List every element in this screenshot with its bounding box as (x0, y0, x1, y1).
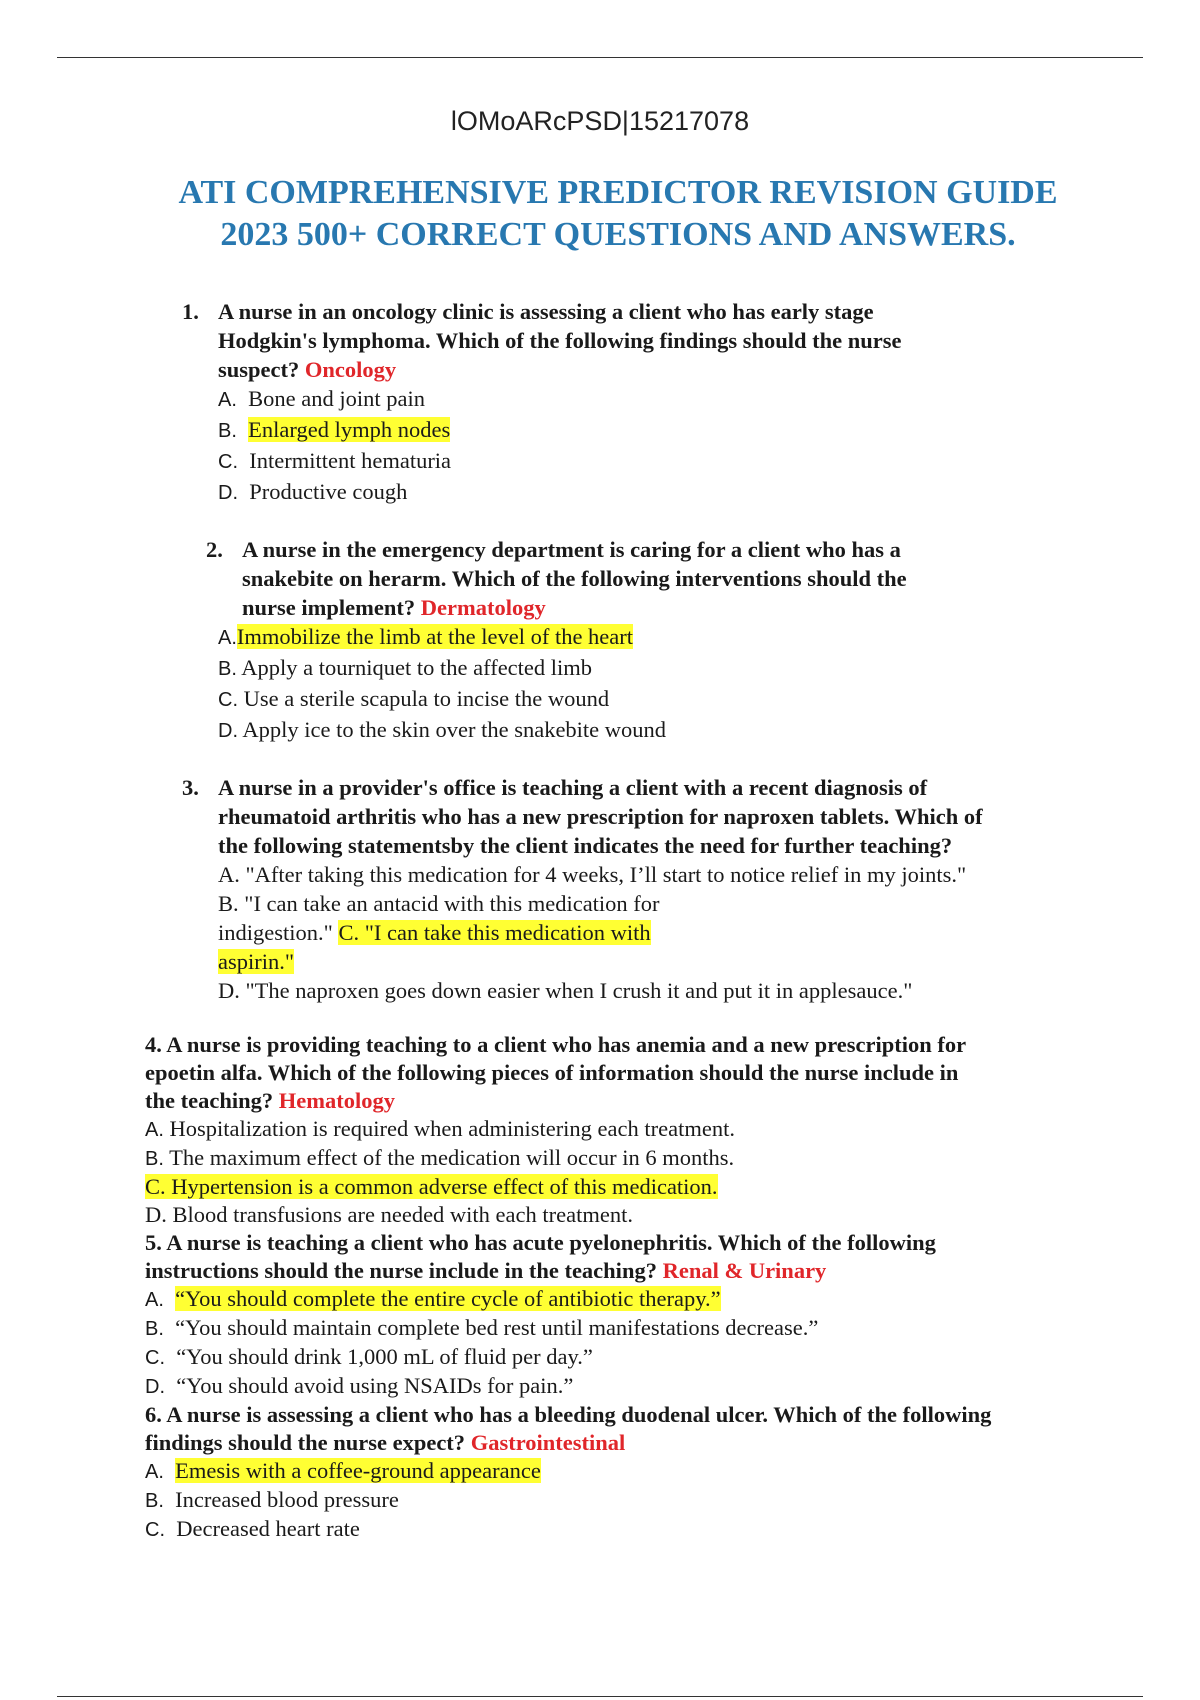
option-text: Decreased heart rate (176, 1516, 360, 1541)
option-b[interactable]: B. "I can take an antacid with this medication for (218, 891, 660, 916)
stem-line: nurse implement? (242, 595, 416, 620)
title-line-2: 2023 500+ CORRECT QUESTIONS AND ANSWERS. (220, 216, 1016, 253)
option-a-correct[interactable] (218, 622, 907, 653)
option-a[interactable]: A. "After taking this medication for 4 weeks, I’ll start to notice relief in my joints." (218, 862, 967, 887)
stem-line: findings should the nurse expect? (145, 1430, 466, 1455)
category-label: Dermatology (420, 595, 546, 620)
option-text: Intermittent hematuria (249, 448, 452, 473)
option-text: Blood transfusions are needed with each treatment. (172, 1202, 633, 1227)
option-c[interactable] (145, 1343, 936, 1372)
question-number: 2. (206, 537, 223, 562)
title-line-1: ATI COMPREHENSIVE PREDICTOR REVISION GUIDE (178, 174, 1058, 211)
question-6 (145, 1401, 991, 1544)
category-label: Oncology (304, 357, 397, 382)
stem-line: A nurse in an oncology clinic is assessing a client who has early stage (218, 299, 874, 324)
option-letter: D. (218, 720, 238, 742)
category-label: Renal & Urinary (662, 1258, 827, 1283)
option-text: Hypertension is a common adverse effect of this medication. (171, 1174, 718, 1199)
question-1 (182, 297, 902, 508)
option-d[interactable]: D. "The naproxen goes down easier when I crush it and put it in applesauce." (218, 978, 913, 1003)
option-c-continued[interactable] (218, 947, 983, 976)
option-letter: A. (218, 627, 237, 649)
option-letter: A. (145, 1289, 164, 1311)
option-letter: D. (145, 1376, 165, 1398)
option-letter: C. (218, 451, 238, 473)
question-3 (182, 773, 983, 1005)
option-text: Productive cough (249, 479, 408, 504)
stem-line: instructions should the nurse include in the teaching? (145, 1258, 657, 1283)
question-number: 3. (182, 775, 199, 800)
option-text: The maximum effect of the medication will occur in 6 months. (169, 1145, 735, 1170)
option-text: “You should complete the entire cycle of antibiotic therapy.” (175, 1286, 721, 1311)
top-rule (57, 57, 1143, 58)
option-text: Emesis with a coffee-ground appearance (175, 1458, 541, 1483)
option-letter: B. (145, 1318, 164, 1340)
question-number: 1. (182, 299, 199, 324)
option-letter: C. (145, 1347, 165, 1369)
option-d[interactable] (145, 1372, 936, 1401)
stem-line: the teaching? (145, 1088, 274, 1113)
option-text: Apply ice to the skin over the snakebite wound (242, 717, 667, 742)
question-stem (145, 1229, 936, 1285)
category-label: Hematology (278, 1088, 395, 1113)
option-d[interactable] (145, 1201, 966, 1229)
option-letter: A. (145, 1119, 164, 1141)
option-letter: C. (145, 1519, 165, 1541)
question-stem (182, 297, 902, 384)
question-5 (145, 1229, 936, 1401)
option-a[interactable] (145, 1115, 966, 1144)
stem-line: A nurse is teaching a client who has acute pyelonephritis. Which of the following (166, 1230, 936, 1255)
question-stem (145, 1401, 991, 1457)
option-c-end: aspirin." (218, 949, 295, 974)
option-text: Apply a tourniquet to the affected limb (241, 655, 593, 680)
stem-line: the following statementsby the client indicates the need for further teaching? (218, 833, 953, 858)
option-b[interactable] (145, 1144, 966, 1173)
option-b[interactable] (218, 653, 907, 684)
option-b[interactable] (145, 1314, 936, 1343)
page-title (0, 172, 1200, 256)
option-text: Immobilize the limb at the level of the heart (236, 624, 634, 649)
stem-line: A nurse is providing teaching to a client who has anemia and a new prescription for (166, 1032, 967, 1057)
option-letter: B. (218, 420, 237, 442)
option-d[interactable] (218, 715, 907, 746)
option-b[interactable] (145, 1486, 991, 1515)
stem-line: epoetin alfa. Which of the following pieces of information should the nurse include in (145, 1060, 959, 1085)
option-c-correct[interactable]: C. "I can take this medication with (338, 920, 651, 945)
question-number: 5. (145, 1230, 162, 1255)
option-text: “You should avoid using NSAIDs for pain.” (176, 1373, 574, 1398)
option-letter: D. (218, 482, 238, 504)
option-letter: C. (145, 1174, 166, 1199)
question-stem (182, 773, 983, 860)
option-c[interactable] (218, 684, 907, 715)
stem-line: A nurse is assessing a client who has a bleeding duodenal ulcer. Which of the following (166, 1402, 992, 1427)
option-a-correct[interactable] (145, 1457, 991, 1486)
option-a[interactable] (218, 384, 902, 415)
bottom-rule (57, 1696, 1143, 1697)
option-b-continued[interactable] (218, 918, 983, 947)
stem-line: suspect? (218, 357, 300, 382)
option-text: Increased blood pressure (175, 1487, 399, 1512)
question-stem (145, 1031, 966, 1115)
question-2 (206, 535, 907, 746)
stem-line: A nurse in the emergency department is caring for a client who has a (242, 537, 901, 562)
option-text: Use a sterile scapula to incise the wound (243, 686, 610, 711)
option-letter: D. (145, 1202, 167, 1227)
option-c-correct[interactable] (145, 1173, 966, 1201)
option-letter: A. (145, 1461, 164, 1483)
option-text: Bone and joint pain (248, 386, 426, 411)
option-b-correct[interactable] (218, 415, 902, 446)
option-letter: C. (218, 689, 238, 711)
option-letter: A. (218, 389, 237, 411)
question-number: 4. (145, 1032, 162, 1057)
option-a-correct[interactable] (145, 1285, 936, 1314)
option-text: “You should drink 1,000 mL of fluid per day.” (176, 1344, 593, 1369)
option-text: Enlarged lymph nodes (248, 417, 451, 442)
option-b-end: indigestion." (218, 920, 333, 945)
question-4 (145, 1031, 966, 1229)
stem-line: rheumatoid arthritis who has a new prescription for naproxen tablets. Which of (218, 804, 983, 829)
option-text: “You should maintain complete bed rest until manifestations decrease.” (175, 1315, 819, 1340)
option-letter: B. (218, 658, 237, 680)
category-label: Gastrointestinal (470, 1430, 626, 1455)
stem-line: Hodgkin's lymphoma. Which of the following findings should the nurse (218, 328, 902, 353)
question-number: 6. (145, 1402, 162, 1427)
option-text: Hospitalization is required when administering each treatment. (169, 1116, 735, 1141)
option-c[interactable] (145, 1515, 991, 1544)
stem-line: A nurse in a provider's office is teaching a client with a recent diagnosis of (218, 775, 928, 800)
stem-line: snakebite on herarm. Which of the following interventions should the (242, 566, 907, 591)
option-letter: B. (145, 1148, 164, 1170)
document-id: lOMoARcPSD|15217078 (450, 106, 750, 136)
option-letter: B. (145, 1490, 164, 1512)
option-c[interactable] (218, 446, 902, 477)
option-d[interactable] (218, 477, 902, 508)
question-stem (206, 535, 907, 622)
